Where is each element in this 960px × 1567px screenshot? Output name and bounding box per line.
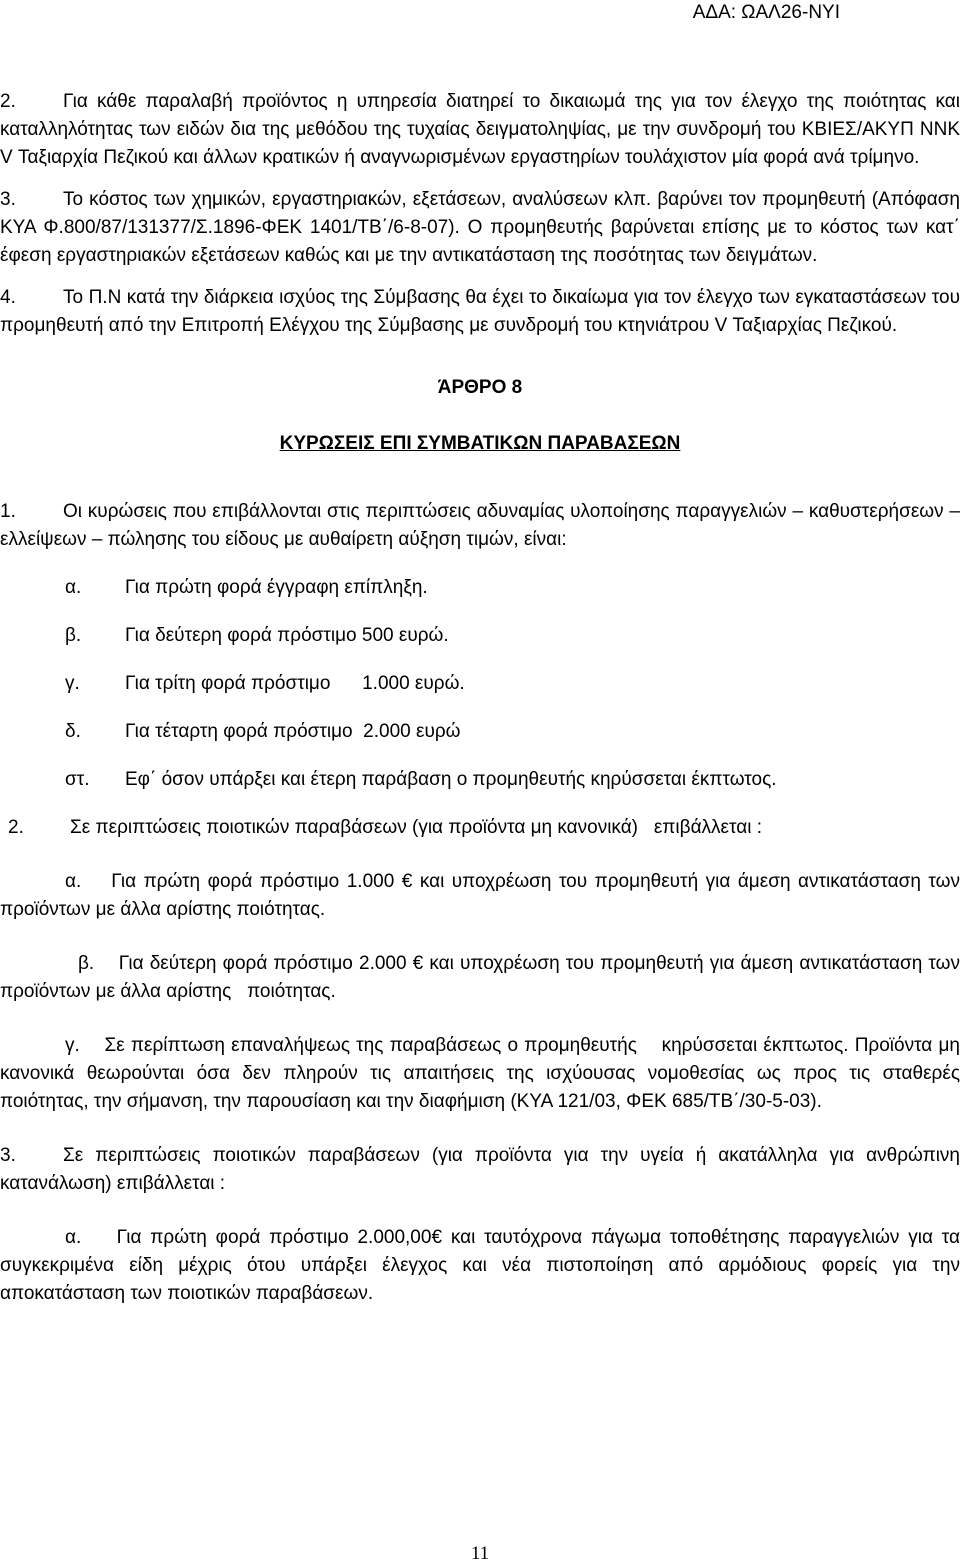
paragraph-text: Για κάθε παραλαβή προϊόντος η υπηρεσία διατηρεί το δικαιωμά της για τον έλεγχο της ποιότητας και καταλληλότητας των ειδών δια της μεθόδου της τυχαίας δειγματοληψίας, με την συνδρομή του ΚΒΙΕΣ/ΑΚΥΠ ΝΝΚ V Ταξιαρχία Πεζικού και άλλων κρατικών ή αναγνωρισμένων εργαστηρίων τουλάχιστον μία φορά ανά τρίμηνο. xyxy=(0,91,960,168)
paragraph-number: 4. xyxy=(0,287,16,308)
ada-code: ΑΔΑ: ΩΑΛ26-ΝΥΙ xyxy=(692,2,840,23)
section-number: 2. xyxy=(8,817,24,838)
section-3 xyxy=(0,1142,960,1198)
list-item: β. Για δεύτερη φορά πρόστιμο 500 ευρώ. xyxy=(65,625,449,646)
paragraph-4 xyxy=(0,284,960,340)
section-1 xyxy=(0,498,960,554)
page-number: 11 xyxy=(470,1543,490,1564)
article-subtitle: ΚΥΡΩΣΕΙΣ ΕΠΙ ΣΥΜΒΑΤΙΚΩΝ ΠΑΡΑΒΑΣΕΩΝ xyxy=(279,433,681,454)
article-title: ΆΡΘΡΟ 8 xyxy=(437,377,523,398)
list-item: στ. Εφ΄ όσον υπάρξει και έτερη παράβαση ο προμηθευτής κηρύσσεται έκπτωτος. xyxy=(65,769,777,790)
section-text: Οι κυρώσεις που επιβάλλονται στις περιπτώσεις αδυναμίας υλοποίησης παραγγελιών – καθυστερήσεων – ελλείψεων – πώλησης του είδους με αυθαίρετη αύξηση τιμών, είναι: xyxy=(0,501,960,550)
list-item: δ. Για τέταρτη φορά πρόστιμο 2.000 ευρώ xyxy=(65,721,461,742)
paragraph-text: Το κόστος των χημικών, εργαστηριακών, εξετάσεων, αναλύσεων κλπ. βαρύνει τον προμηθευτή (Απόφαση ΚΥΑ Φ.800/87/131377/Σ.1896-ΦΕΚ 1401/ΤΒ΄/6-8-07). Ο προμηθευτής βαρύνεται επίσης με το κόστος των κατ΄ έφεση εργαστηριακών εξετάσεων καθώς και με την αντικατάσταση της ποσότητας των δειγμάτων. xyxy=(0,189,960,266)
section-2-a: α. Για πρώτη φορά πρόστιμο 1.000 € και υποχρέωση του προμηθευτή για άμεση αντικατάσταση των προϊόντων με άλλα αρίστης ποιότητας. xyxy=(0,871,960,920)
paragraph-number: 2. xyxy=(0,91,16,112)
list-item: α. Για πρώτη φορά έγγραφη επίπληξη. xyxy=(65,577,428,598)
section-text: Σε περιπτώσεις ποιοτικών παραβάσεων (για προϊόντα μη κανονικά) επιβάλλεται : xyxy=(70,817,763,838)
section-number: 3. xyxy=(0,1145,16,1166)
paragraph-text: Το Π.Ν κατά την διάρκεια ισχύος της Σύμβασης θα έχει το δικαίωμα για τον έλεγχο των εγκαταστάσεων του προμηθευτή από την Επιτροπή Ελέγχου της Σύμβασης με συνδρομή του κτηνιάτρου V Ταξιαρχίας Πεζικού. xyxy=(0,287,960,336)
section-2-c: γ. Σε περίπτωση επαναλήψεως της παραβάσεως ο προμηθευτής κηρύσσεται έκπτωτος. Προϊόντα μη κανονικά θεωρούνται όσα δεν πληρούν τις απαιτήσεις της ισχύουσας νομοθεσίας ως προς τις σταθερές ποιότητας, την σήμανση, την παρουσίαση και την διαφήμιση (ΚΥΑ 121/03, ΦΕΚ 685/ΤΒ΄/30-5-03). xyxy=(0,1035,960,1112)
section-3-a: α. Για πρώτη φορά πρόστιμο 2.000,00€ και ταυτόχρονα πάγωμα τοποθέτησης παραγγελιών για τα συγκεκριμένα είδη μέχρις ότου υπάρξει έλεγχος και νέα πιστοποίηση από αρμόδιους φορείς για την αποκατάσταση των ποιοτικών παραβάσεων. xyxy=(0,1227,960,1304)
section-2 xyxy=(0,814,960,842)
paragraph-2 xyxy=(0,88,960,172)
document-body xyxy=(0,88,960,1308)
list-item: γ. Για τρίτη φορά πρόστιμο 1.000 ευρώ. xyxy=(65,673,465,694)
paragraph-number: 3. xyxy=(0,189,16,210)
section-2-b: β. Για δεύτερη φορά πρόστιμο 2.000 € και υποχρέωση του προμηθευτή για άμεση αντικατάσταση των προϊόντων με άλλα αρίστης ποιότητας. xyxy=(0,953,960,1002)
paragraph-3 xyxy=(0,186,960,270)
section-text: Σε περιπτώσεις ποιοτικών παραβάσεων (για προϊόντα για την υγεία ή ακατάλληλα για ανθρώπινη κατανάλωση) επιβάλλεται : xyxy=(0,1145,960,1194)
section-number: 1. xyxy=(0,501,16,522)
